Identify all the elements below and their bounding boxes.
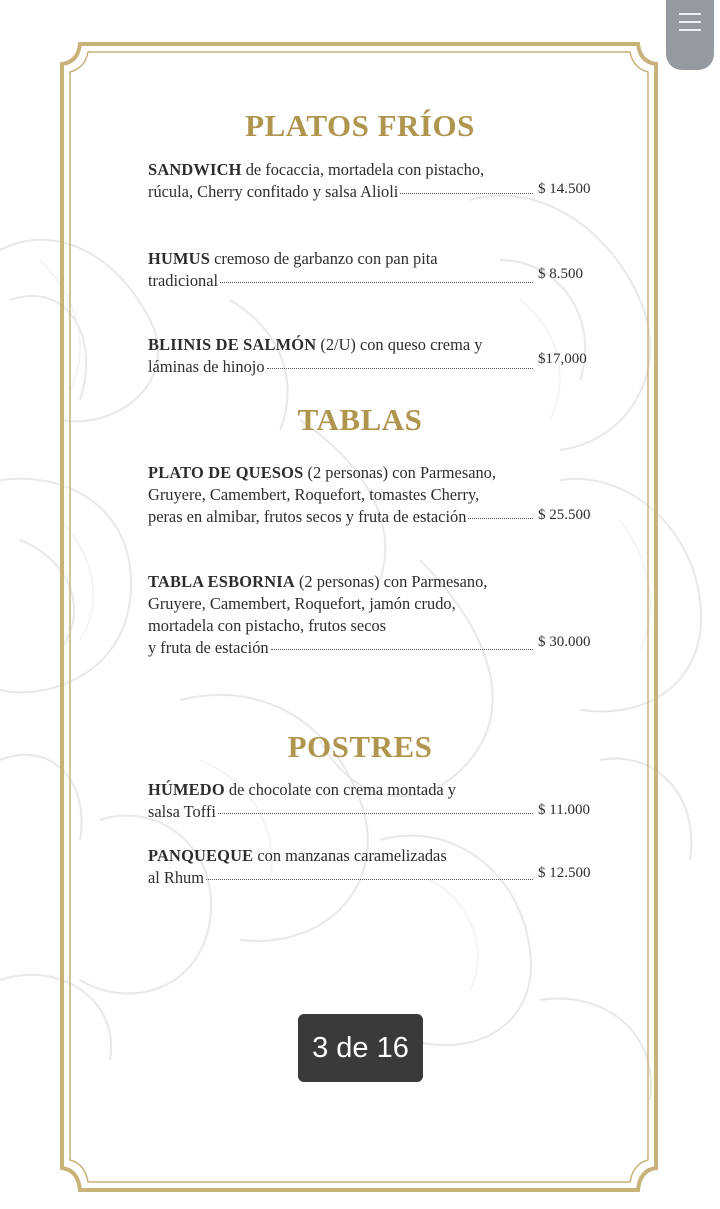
item-description: mortadela con pistacho, frutos secos xyxy=(148,616,387,635)
page-indicator: 3 de 16 xyxy=(298,1014,423,1082)
leader-dots xyxy=(218,812,533,814)
hamburger-icon-bar-bottom xyxy=(679,29,701,31)
item-description: láminas de hinojo xyxy=(148,357,265,376)
item-description: salsa Toffi xyxy=(148,802,216,821)
item-description: cremoso de garbanzo con pan pita xyxy=(210,249,438,268)
item-description: rúcula, Cherry confitado y salsa Alioli xyxy=(148,182,399,201)
item-description: y fruta de estación xyxy=(148,638,269,657)
leader-dots xyxy=(220,281,533,283)
section-title-postres: POSTRES xyxy=(287,729,433,764)
hamburger-icon-bar-top xyxy=(679,13,701,15)
item-name: TABLA ESBORNIA xyxy=(148,572,295,591)
menu-item-bliinis xyxy=(148,334,533,378)
leader-dots xyxy=(271,648,533,650)
section-title-tablas: TABLAS xyxy=(297,402,423,437)
item-name: BLIINIS DE SALMÓN xyxy=(148,335,317,354)
item-description: Gruyere, Camembert, Roquefort, jamón crudo, xyxy=(148,594,456,613)
menu-item-plato-de-quesos xyxy=(148,462,533,528)
item-name: HUMUS xyxy=(148,249,211,268)
hamburger-menu-button[interactable] xyxy=(666,0,714,70)
leader-dots xyxy=(468,517,533,519)
item-description: peras en almibar, frutos secos y fruta de estación xyxy=(148,507,467,526)
hamburger-icon-bar-middle xyxy=(679,21,701,23)
item-description: de focaccia, mortadela con pistacho, xyxy=(241,160,485,179)
menu-item-tabla-esbornia xyxy=(148,571,533,659)
item-name: PANQUEQUE xyxy=(148,846,254,865)
item-price: $17,000 xyxy=(538,351,587,367)
item-description: (2 personas) con Parmesano, xyxy=(294,572,488,591)
item-description: tradicional xyxy=(148,271,219,290)
item-price: $ 11.000 xyxy=(538,802,590,818)
item-description: al Rhum xyxy=(148,868,204,887)
item-description: Gruyere, Camembert, Roquefort, tomastes Cherry, xyxy=(148,485,480,504)
menu-item-panqueque xyxy=(148,845,533,889)
item-description: de chocolate con crema montada y xyxy=(224,780,456,799)
item-name: PLATO DE QUESOS xyxy=(148,463,304,482)
item-price: $ 25.500 xyxy=(538,507,591,523)
menu-item-humedo xyxy=(148,779,533,823)
section-title-platos-frios: PLATOS FRÍOS xyxy=(245,108,475,143)
item-price: $ 14.500 xyxy=(538,181,591,197)
leader-dots xyxy=(206,878,533,880)
menu-item-humus xyxy=(148,248,533,292)
item-price: $ 12.500 xyxy=(538,865,591,881)
item-name: SANDWICH xyxy=(148,160,242,179)
menu-item-sandwich xyxy=(148,159,533,203)
item-description: con manzanas caramelizadas xyxy=(253,846,447,865)
item-price: $ 8.500 xyxy=(538,266,583,282)
item-description: (2 personas) con Parmesano, xyxy=(303,463,496,482)
item-description: (2/U) con queso crema y xyxy=(316,335,483,354)
leader-dots xyxy=(400,192,533,194)
item-price: $ 30.000 xyxy=(538,634,591,650)
item-name: HÚMEDO xyxy=(148,780,225,799)
leader-dots xyxy=(267,367,533,369)
